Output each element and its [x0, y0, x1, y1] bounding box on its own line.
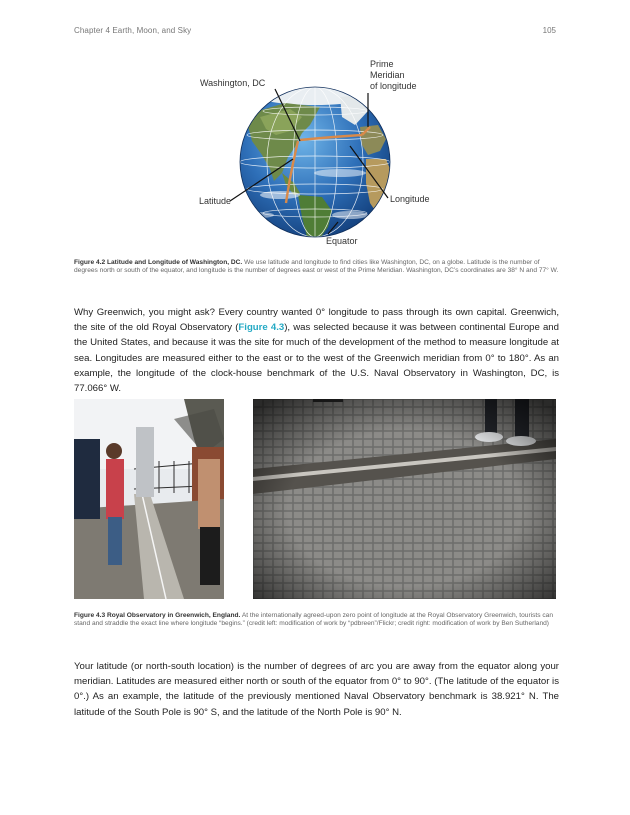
globe-figure: [190, 55, 440, 250]
figure-4-3-caption: [74, 612, 559, 629]
figure-4-3-caption-text: At the internationally agreed-upon zero point of longitude at the Royal Observatory Greenwich, tourists can stand and straddle the exact line where longitude “begins.” (credit left: modification of work by “pdbreen”/Flickr; credit right: modification of work by Ben Sutherland): [74, 612, 554, 628]
meridian-line-cobblestones-photo: [253, 399, 556, 599]
figure-4-2-caption-text: We use latitude and longitude to find cities like Washington, DC, on a globe. Latitude is the number of degrees north or south of the equator, and longitude is the number of degrees east or west of the Prime Meridian. Washington, DC’s coordinates are 38° N and 77° W.: [74, 259, 559, 275]
label-equator: Equator: [326, 236, 358, 246]
figure-4-3-link[interactable]: Figure 4.3: [238, 322, 285, 334]
globe-illustration: [190, 55, 440, 250]
paragraph-greenwich: [74, 305, 559, 396]
label-latitude: Latitude: [199, 196, 232, 206]
figure-4-2-caption-label: Figure 4.2 Latitude and Longitude of Washington, DC.: [74, 259, 243, 266]
paragraph-1-part-1: Why Greenwich, you might ask? Every country wanted 0° longitude to pass through its own capital. Greenwich, the site of the old Royal Observatory (: [74, 307, 559, 334]
label-prime-meridian-line2: Meridian: [370, 70, 405, 80]
running-head: Chapter 4 Earth, Moon, and Sky: [74, 26, 192, 35]
greenwich-tourists-photo: [74, 399, 224, 599]
label-washington: Washington, DC: [200, 78, 266, 88]
page-number: 105: [542, 26, 556, 35]
figure-4-3-caption-label: Figure 4.3 Royal Observatory in Greenwich, England.: [74, 612, 241, 619]
label-prime-meridian-line1: Prime: [370, 59, 394, 69]
label-longitude: Longitude: [390, 194, 430, 204]
paragraph-latitude: Your latitude (or north-south location) is the number of degrees of arc you are away from the equator along your meridian. Latitudes are measured either north or south of the equator from 0° to 90°. (The latitude of the equator is 0°.) As an example, the latitude of the previously mentioned Naval Observatory benchmark is 38.921° N. The latitude of the South Pole is 90° S, and the latitude of the North Pole is 90° N.: [74, 661, 559, 718]
label-prime-meridian-line3: of longitude: [370, 81, 417, 91]
paragraph-1-part-2: ), was selected because it was between continental Europe and the United States, and because it was the site for much of the development of the method to measure longitude at sea. Longitudes are measured either to the east or to the west of the Greenwich meridian from 0° to 180°. As an example, the longitude of the clock-house benchmark of the U.S. Naval Observatory in Washington, DC, is 77.066° W.: [74, 322, 559, 395]
figure-4-2-caption: [74, 259, 559, 276]
